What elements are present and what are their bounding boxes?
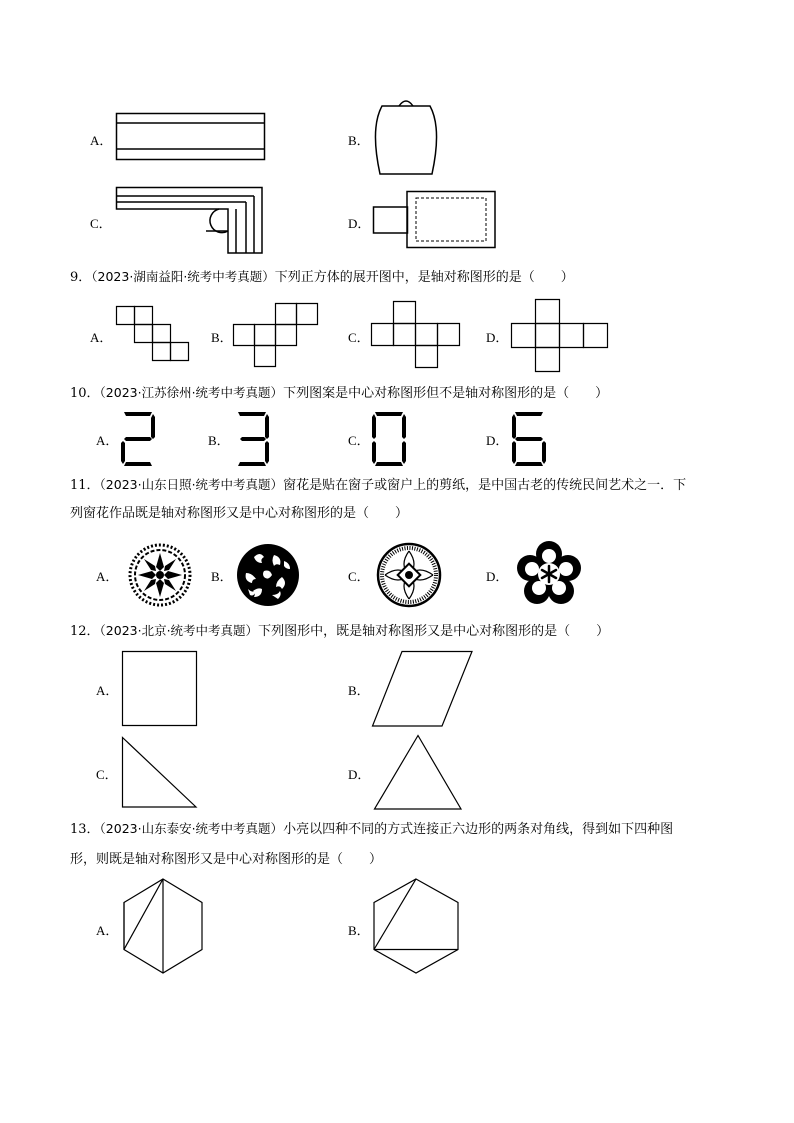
cube-net-a <box>116 306 192 364</box>
option-label-b: B． <box>348 133 370 148</box>
option-label-d: D． <box>486 330 509 345</box>
option-label-b: B． <box>348 923 370 938</box>
digital-digit-a <box>120 410 156 468</box>
option-label-c: C． <box>348 330 370 345</box>
question-text: 小亮以四种不同的方式连接正六边形的两条对角线，得到如下四种图 <box>283 822 674 837</box>
question-11-stem-line1 <box>70 476 686 495</box>
option-label-d: D． <box>486 433 509 448</box>
question-source: （2023·湖南益阳·统考中考真题） <box>91 269 275 284</box>
paper-cut-a <box>128 543 192 607</box>
question-text: 窗花是贴在窗子或窗户上的剪纸，是中国古老的传统民间艺术之一．下 <box>283 478 687 493</box>
parallelogram-shape <box>372 651 474 727</box>
question-11-stem-line2 <box>70 505 408 523</box>
option-label-b: B． <box>348 683 370 698</box>
option-label-a: A． <box>90 133 113 148</box>
digital-digit-b <box>234 410 270 468</box>
question-9-stem <box>70 268 574 287</box>
paper-cut-c <box>376 542 442 608</box>
question-number: 12． <box>70 624 100 639</box>
square-shape <box>122 651 198 727</box>
option-label-a: A． <box>90 330 113 345</box>
question-text: 形，则既是轴对称图形又是中心对称图形的是（ ） <box>70 852 383 867</box>
equilateral-triangle-shape <box>374 735 462 811</box>
right-triangle-shape <box>122 737 198 809</box>
option-label-b: B． <box>208 433 230 448</box>
paper-cut-b <box>236 543 300 607</box>
option-label-a: A． <box>96 683 119 698</box>
question-number: 10． <box>70 386 100 401</box>
question-text: 下列正方体的展开图中，是轴对称图形的是（ ） <box>274 270 574 285</box>
paper-cut-d <box>514 540 584 608</box>
figure-jar-view <box>372 98 440 176</box>
option-label-d: D． <box>486 569 509 584</box>
option-label-d: D． <box>348 767 371 782</box>
figure-rectangular-prism-view <box>116 113 266 161</box>
question-source: （2023·山东日照·统考中考真题） <box>99 477 284 492</box>
figure-bracket-view <box>116 187 264 255</box>
question-number: 11． <box>70 478 100 493</box>
question-number: 9． <box>70 270 92 285</box>
question-source: （2023·北京·统考中考真题） <box>99 623 259 638</box>
question-text: 下列图案是中心对称图形但不是轴对称图形的是（ ） <box>283 386 609 401</box>
option-label-c: C． <box>348 569 370 584</box>
option-label-a: A． <box>96 569 119 584</box>
option-label-c: C． <box>96 767 118 782</box>
question-13-stem-line2 <box>70 851 382 869</box>
option-label-d: D． <box>348 216 371 231</box>
question-source: （2023·山东泰安·统考中考真题） <box>99 821 284 836</box>
cube-net-d <box>511 299 609 373</box>
digital-digit-c <box>371 410 407 468</box>
question-13-stem-line1 <box>70 820 673 839</box>
hexagon-diagonals-b <box>372 878 460 976</box>
digital-digit-d <box>511 410 547 468</box>
question-text: 下列图形中，既是轴对称图形又是中心对称图形的是（ ） <box>258 624 610 639</box>
option-label-b: B． <box>211 330 233 345</box>
cube-net-b <box>233 303 319 367</box>
question-text: 列窗花作品既是轴对称图形又是中心对称图形的是（ ） <box>70 506 409 521</box>
option-label-c: C． <box>90 216 112 231</box>
question-12-stem <box>70 622 609 641</box>
cube-net-c <box>371 301 461 369</box>
option-label-c: C． <box>348 433 370 448</box>
question-source: （2023·江苏徐州·统考中考真题） <box>99 385 284 400</box>
question-number: 13． <box>70 822 100 837</box>
question-10-stem <box>70 384 608 403</box>
option-label-a: A． <box>96 923 119 938</box>
option-label-b: B． <box>211 569 233 584</box>
option-label-a: A． <box>96 433 119 448</box>
hexagon-diagonals-a <box>122 878 204 976</box>
figure-box-with-dashed-view <box>373 191 497 249</box>
